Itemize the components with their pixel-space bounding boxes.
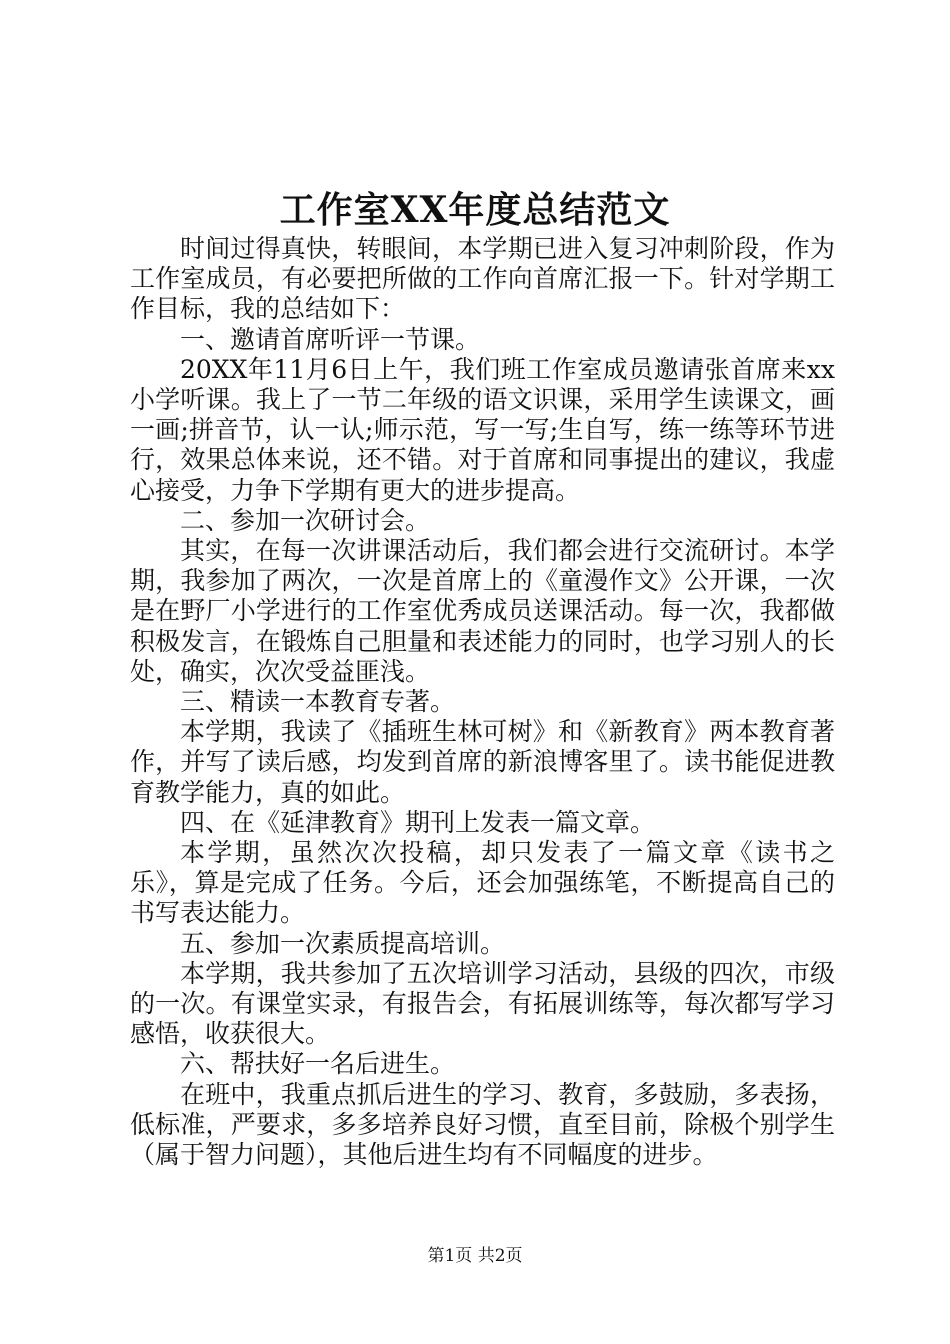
section-heading-5: 五、参加一次素质提高培训。 <box>180 928 506 958</box>
paragraph-intro: 时间过得真快，转眼间，本学期已进入复习冲刺阶段，作为工作室成员，有必要把所做的工作向首席汇报一下。针对学期工作目标，我的总结如下： <box>130 234 835 324</box>
paragraph-section-6: 在班中，我重点抓后进生的学习、教育，多鼓励，多表扬，低标准，严要求，多多培养良好习惯，直至目前，除极个别学生（属于智力问题），其他后进生均有不同幅度的进步。 <box>130 1079 835 1170</box>
paragraph-section-2: 其实，在每一次讲课活动后，我们都会进行交流研讨。本学期，我参加了两次，一次是首席上的《童漫作文》公开课，一次是在野厂小学进行的工作室优秀成员送课活动。每一次，我都做积极发言，在锻炼自己胆量和表述能力的同时，也学习别人的长处，确实，次次受益匪浅。 <box>130 536 835 686</box>
section-heading-6: 六、帮扶好一名后进生。 <box>180 1049 456 1079</box>
document-title: 工作室XX年度总结范文 <box>279 189 671 231</box>
section-heading-4: 四、在《延津教育》期刊上发表一篇文章。 <box>180 807 656 837</box>
section-heading-1: 一、邀请首席听评一节课。 <box>180 324 481 354</box>
paragraph-section-5: 本学期，我共参加了五次培训学习活动，县级的四次，市级的一次。有课堂实录，有报告会，有拓展训练等，每次都写学习感悟，收获很大。 <box>130 958 835 1049</box>
section-heading-2: 二、参加一次研讨会。 <box>180 505 431 535</box>
paragraph-section-3: 本学期，我读了《插班生林可树》和《新教育》两本教育著作，并写了读后感，均发到首席的新浪博客里了。读书能促进教育教学能力，真的如此。 <box>130 717 835 807</box>
page-number-footer: 第1页 共2页 <box>427 1246 523 1266</box>
document-body <box>130 234 835 1170</box>
paragraph-section-4: 本学期，虽然次次投稿，却只发表了一篇文章《读书之乐》，算是完成了任务。今后，还会加强练笔，不断提高自己的书写表达能力。 <box>130 838 835 928</box>
section-heading-3: 三、精读一本教育专著。 <box>180 687 456 717</box>
paragraph-section-1: 20XX年11月6日上午，我们班工作室成员邀请张首席来xx小学听课。我上了一节二年级的语文识课，采用学生读课文，画一画;拼音节，认一认;师示范，写一写;生自写，练一练等环节进行，效果总体来说，还不错。对于首席和同事提出的建议，我虚心接受，力争下学期有更大的进步提高。 <box>130 354 835 505</box>
